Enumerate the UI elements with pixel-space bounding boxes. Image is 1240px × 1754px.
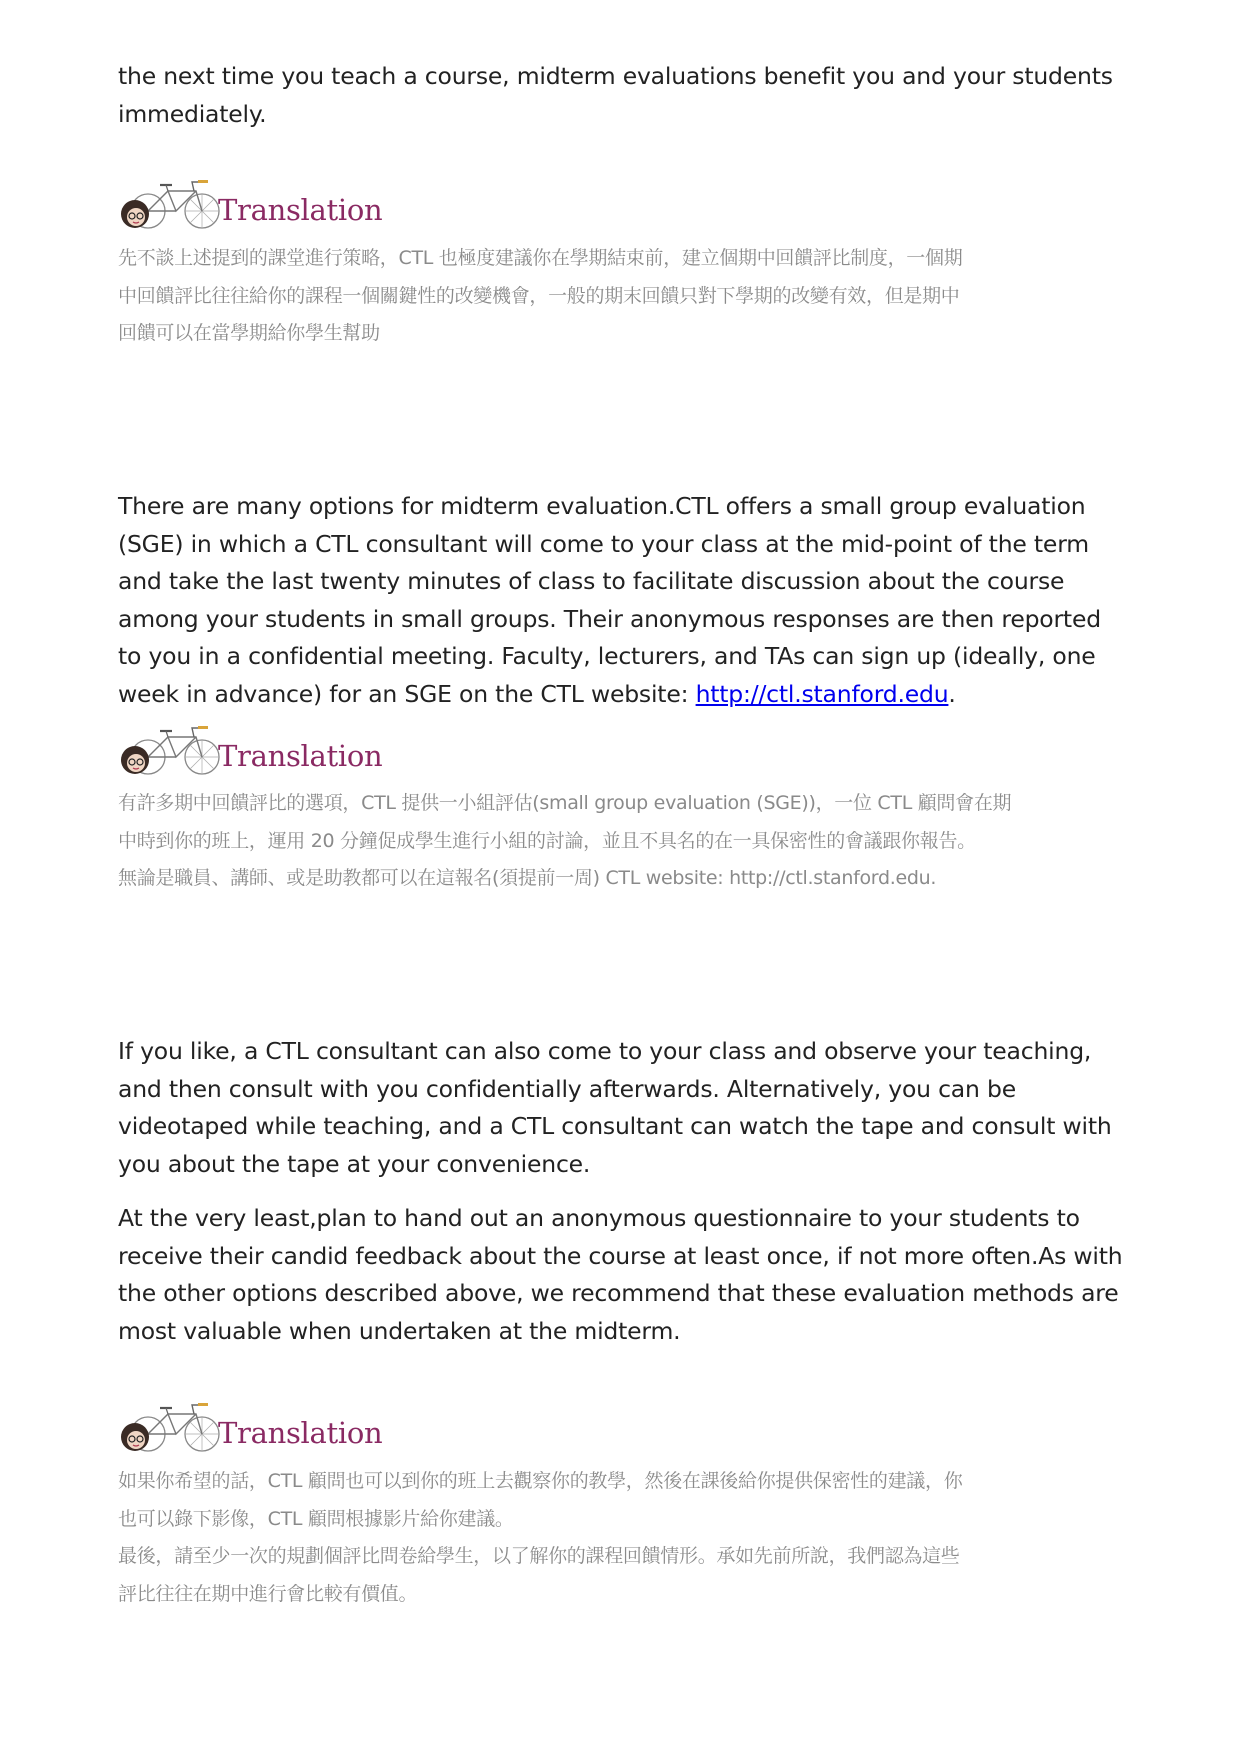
- text-line: videotaped while teaching, and a CTL consultant can watch the tape and consult with: [118, 1112, 1112, 1140]
- text-line: 也可以錄下影像，CTL 顧問根據影片給你建議。: [118, 1507, 514, 1530]
- text-line: There are many options for midterm evaluation.CTL offers a small group evaluation: [118, 492, 1086, 520]
- text-line: receive their candid feedback about the course at least once, if not more often.As with: [118, 1241, 1123, 1270]
- text-line: 最後，請至少一次的規劃個評比問卷給學生，以了解你的課程回饋情形。承如先前所說，我們認為這些: [118, 1545, 960, 1567]
- text-line: [118, 676, 1101, 714]
- translation-badge: [116, 1388, 383, 1458]
- text-line: the next time you teach a course, midterm evaluations benefit you and your students: [118, 62, 1113, 90]
- translation-badge: [116, 165, 383, 235]
- text-segment: week in advance) for an SGE on the CTL website:: [118, 679, 696, 708]
- text-line: you about the tape at your convenience.: [118, 1149, 591, 1178]
- bicycle-girl-icon: [116, 1388, 226, 1458]
- paragraph-midterm-benefit: [118, 58, 1113, 133]
- text-line: 中回饋評比往往給你的課程一個關鍵性的改變機會，一般的期末回饋只對下學期的改變有效，但是期中: [118, 284, 960, 307]
- text-line: 評比往往在期中進行會比較有價值。: [118, 1582, 418, 1605]
- text-segment: .: [948, 679, 956, 708]
- text-line: and then consult with you confidentially afterwards. Alternatively, you can be: [118, 1074, 1016, 1103]
- translation-text-1: [118, 240, 962, 353]
- ctl-website-link[interactable]: http://ctl.stanford.edu: [695, 679, 949, 708]
- text-line: most valuable when undertaken at the midterm.: [118, 1316, 681, 1345]
- translation-text-2: [118, 785, 1011, 898]
- translation-label: Translation: [218, 739, 383, 773]
- paragraph-sge-options: [118, 488, 1101, 713]
- text-line: 中時到你的班上，運用 20 分鐘促成學生進行小組的討論，並且不具名的在一具保密性的會議跟你報告。: [118, 829, 976, 852]
- bicycle-girl-icon: [116, 711, 226, 781]
- text-line: 先不談上述提到的課堂進行策略，CTL 也極度建議你在學期結束前，建立個期中回饋評比制度，一個期: [118, 247, 963, 269]
- text-line: among your students in small groups. Their anonymous responses are then reported: [118, 604, 1101, 633]
- text-line: (SGE) in which a CTL consultant will come to your class at the mid-point of the term: [118, 529, 1089, 558]
- text-line: 有許多期中回饋評比的選項，CTL 提供一小組評估(small group evaluation (SGE))，一位 CTL 顧問會在期: [118, 792, 1012, 814]
- translation-label: Translation: [218, 193, 383, 227]
- text-line: the other options described above, we recommend that these evaluation methods are: [118, 1279, 1119, 1307]
- text-line: 如果你希望的話，CTL 顧問也可以到你的班上去觀察你的教學，然後在課後給你提供保密性的建議，你: [118, 1470, 963, 1492]
- text-line: If you like, a CTL consultant can also come to your class and observe your teaching,: [118, 1037, 1092, 1065]
- bicycle-girl-icon: [116, 165, 226, 235]
- text-line: 無論是職員、講師、或是助教都可以在這報名(須提前一周) CTL website: http://ctl.stanford.edu.: [118, 867, 937, 889]
- translation-text-3: [118, 1463, 962, 1613]
- paragraph-questionnaire: [118, 1200, 1122, 1350]
- text-line: and take the last twenty minutes of class to facilitate discussion about the course: [118, 567, 1065, 595]
- text-line: immediately.: [118, 99, 267, 128]
- text-line: 回饋可以在當學期給你學生幫助: [118, 322, 380, 344]
- translation-label: Translation: [218, 1416, 383, 1450]
- text-line: At the very least,plan to hand out an anonymous questionnaire to your students to: [118, 1204, 1080, 1232]
- paragraph-observation: [118, 1033, 1112, 1183]
- translation-badge: [116, 711, 383, 781]
- text-line: to you in a confidential meeting. Faculty, lecturers, and TAs can sign up (ideally, one: [118, 642, 1096, 670]
